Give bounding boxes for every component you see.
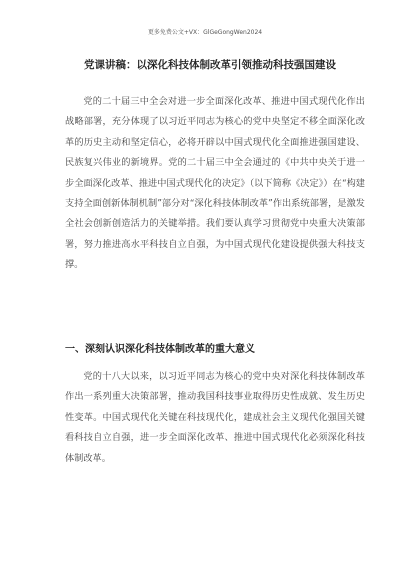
section-heading: 一、深刻认识深化科技体制改革的重大意义 [65,344,255,355]
paragraph-section-1: 党的十八大以来，以习近平同志为核心的党中央对深化科技体制改革作出一系列重大决策部署，推动我国科技事业取得历史性成就、发生历史性变革。中国式现代化关键在科技现代化，建成社会主义现代化强国关键看科技自立自强，进一步全面深化改革、推进中国式现代化必须深化科技体制改革。 [65,371,365,464]
header-note: 更多免费公文+VX：GlGeGongWen2024 [147,29,263,36]
document-title: 党课讲稿：以深化科技体制改革引领推动科技强国建设 [84,59,336,71]
paragraph-intro: 党的二十届三中全会对进一步全面深化改革、推进中国式现代化作出战略部署，充分体现了以习近平同志为核心的党中央坚定不移全面深化改革的历史主动和坚定信心，必将开辟以中国式现代化全面推进强国建设、民族复兴伟业的新境界。党的二十届三中全会通过的《中共中央关于进一步全面深化改革、推进中国式现代化的决定》（以下简称《决定》）在“构建支持全面创新体制机制”部分对“深化科技体制改革”作出系统部署，是激发全社会创新创造活力的关键举措。我们要认真学习贯彻党中央重大决策部署，努力推进高水平科技自立自强，为中国式现代化建设提供强大科技支撑。 [65,96,365,271]
